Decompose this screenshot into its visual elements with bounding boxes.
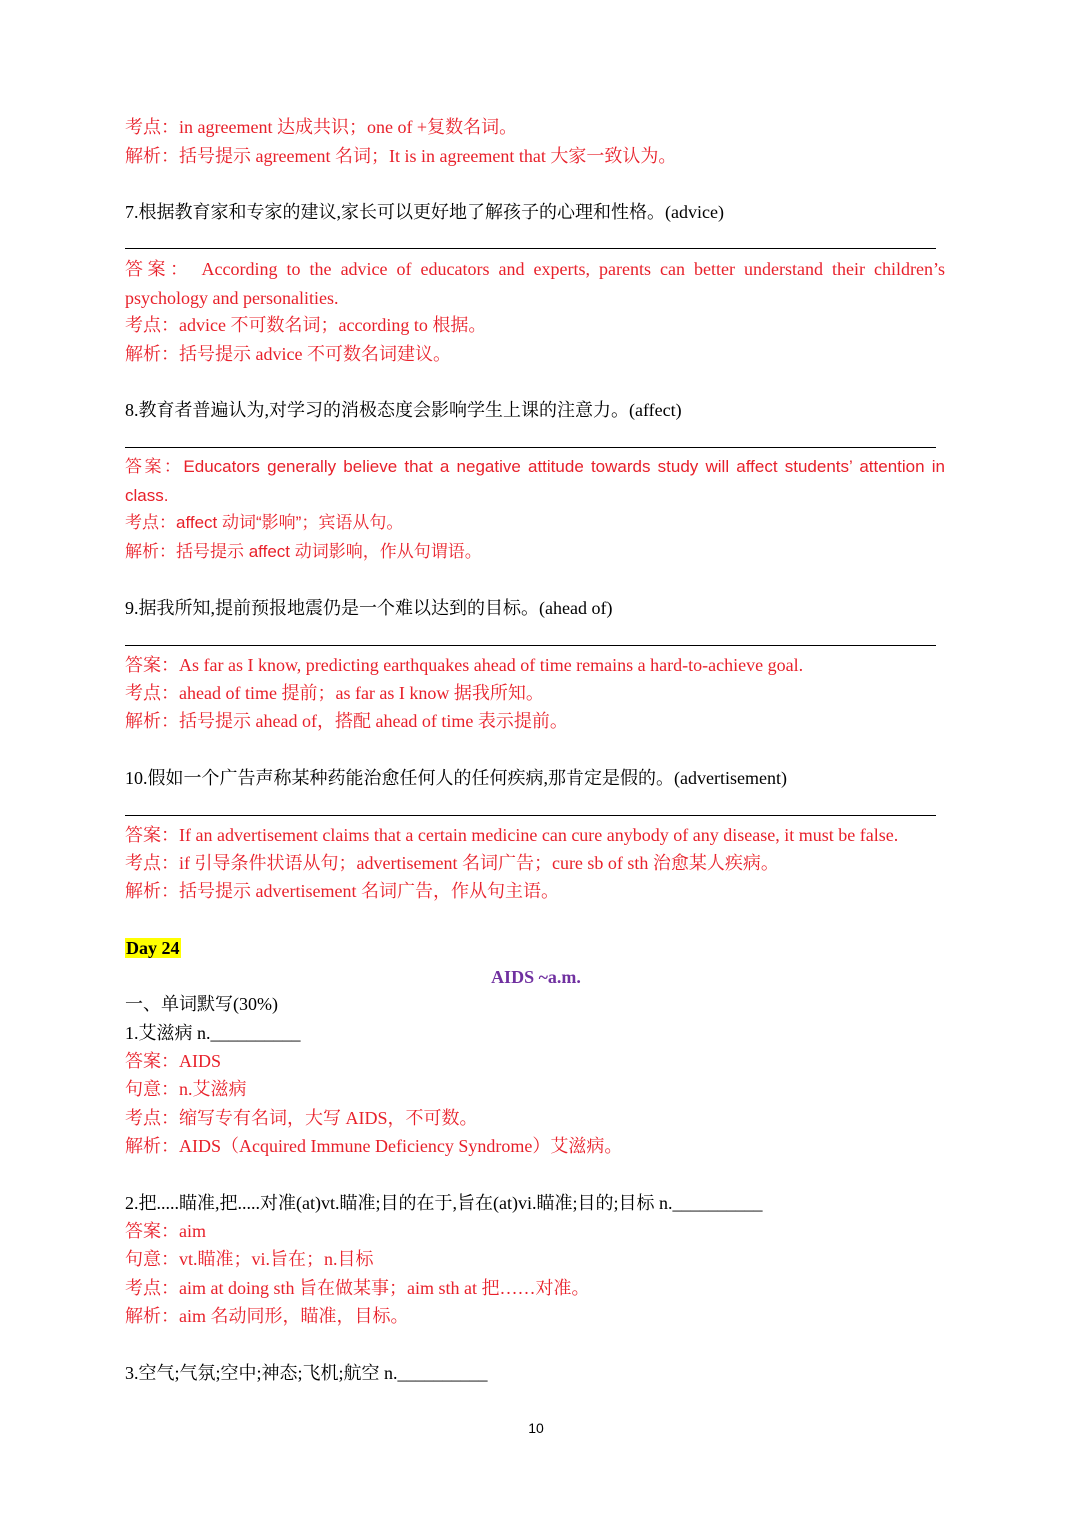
q8-point: 考点：affect 动词“影响”；宾语从句。 [125,513,404,532]
q8-answer-rule [125,447,936,448]
w2-analysis: 解析：aim 名动同形，瞄准，目标。 [125,1306,409,1326]
q7-answer-line1: 答案： According to the advice of educators and experts, parents can better understand their children’s [125,259,945,279]
q7-answer-line2: psychology and personalities. [125,288,339,308]
q9-question: 9.据我所知,提前预报地震仍是一个难以达到的目标。(ahead of) [125,598,613,618]
q7-answer-rule [125,248,936,249]
w3-question: 3.空气;气氛;空中;神态;飞机;航空 n.__________ [125,1363,488,1383]
w2-meaning: 句意：vt.瞄准；vi.旨在；n.目标 [125,1249,374,1269]
q9-answer: 答案：As far as I know, predicting earthquakes ahead of time remains a hard-to-achieve goal. [125,655,804,675]
q7-point: 考点：advice 不可数名词；according to 根据。 [125,315,487,335]
q6-point: 考点：in agreement 达成共识；one of +复数名词。 [125,117,518,137]
q6-analysis: 解析：括号提示 agreement 名词；It is in agreement that 大家一致认为。 [125,146,677,166]
w1-meaning: 句意：n.艾滋病 [125,1079,247,1099]
w1-answer: 答案：AIDS [125,1051,222,1071]
q10-point: 考点：if 引导条件状语从句；advertisement 名词广告；cure sb of sth 治愈某人疾病。 [125,853,779,873]
day-label: Day 24 [126,938,180,958]
q9-answer-rule [125,645,936,646]
w1-question: 1.艾滋病 n.__________ [125,1023,301,1043]
q8-analysis: 解析：括号提示 affect 动词影响，作从句谓语。 [125,542,482,561]
q7-question: 7.根据教育家和专家的建议,家长可以更好地了解孩子的心理和性格。(advice) [125,202,724,222]
w1-point: 考点：缩写专有名词，大写 AIDS，不可数。 [125,1108,478,1128]
w2-answer: 答案：aim [125,1221,206,1241]
w2-question: 2.把.....瞄准,把.....对准(at)vt.瞄准;目的在于,旨在(at)vi.瞄准;目的;目标 n.__________ [125,1193,763,1213]
q9-analysis: 解析：括号提示 ahead of，搭配 ahead of time 表示提前。 [125,711,568,731]
q8-question: 8.教育者普遍认为,对学习的消极态度会影响学生上课的注意力。(affect) [125,400,682,420]
q10-answer-rule [125,815,936,816]
q9-point: 考点：ahead of time 提前；as far as I know 据我所知。 [125,683,544,703]
q10-answer: 答案：If an advertisement claims that a certain medicine can cure anybody of any disease, it must be false. [125,825,899,845]
w2-point: 考点：aim at doing sth 旨在做某事；aim sth at 把……对准。 [125,1278,590,1298]
q8-answer-line1: 答案：Educators generally believe that a negative attitude towards study will affect students’ attention in [125,457,945,476]
q10-analysis: 解析：括号提示 advertisement 名词广告，作从句主语。 [125,881,559,901]
day-title: AIDS ~a.m. [491,967,581,987]
day-heading [125,936,181,960]
section-title: 一、单词默写(30%) [125,994,278,1014]
q8-answer-line2: class. [125,486,169,505]
q7-analysis: 解析：括号提示 advice 不可数名词建议。 [125,344,451,364]
w1-analysis: 解析：AIDS（Acquired Immune Deficiency Syndrome）艾滋病。 [125,1136,623,1156]
page-number: 10 [528,1420,544,1436]
q10-question: 10.假如一个广告声称某种药能治愈任何人的任何疾病,那肯定是假的。(advertisement) [125,768,787,788]
